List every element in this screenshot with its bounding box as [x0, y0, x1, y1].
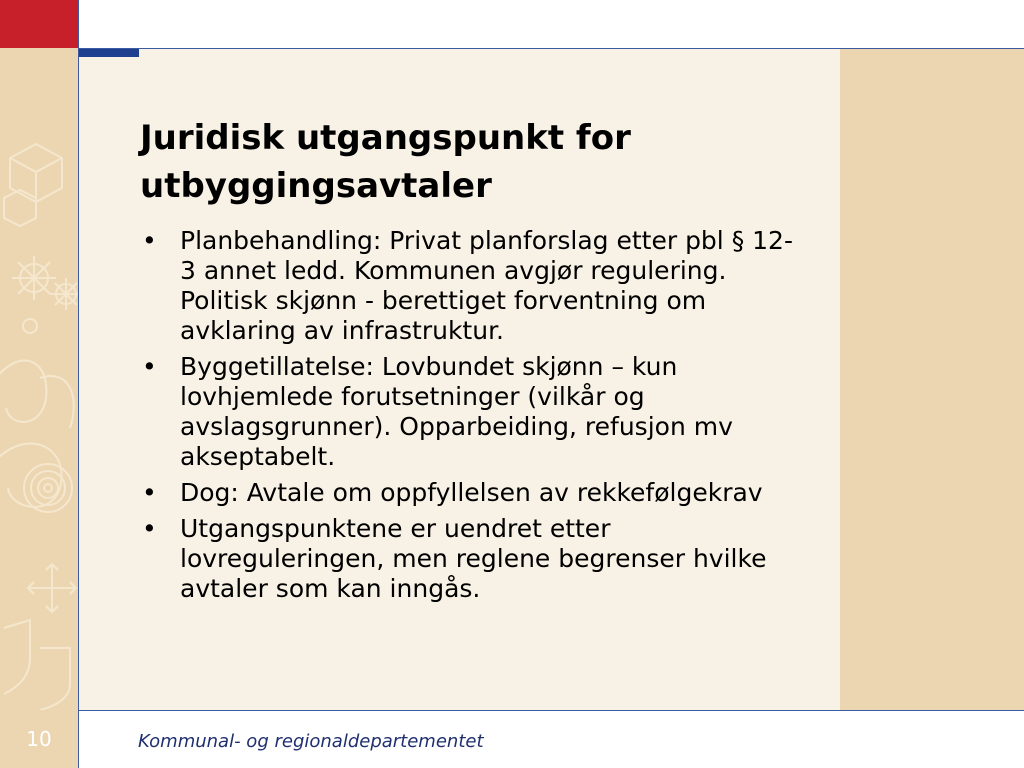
footer-organization: Kommunal- og regionaldepartementet [138, 731, 484, 752]
vertical-divider [78, 0, 79, 768]
slide-title: Juridisk utgangspunkt for utbyggingsavtaler [140, 118, 631, 206]
bullet-list [140, 226, 800, 610]
page-number: 10 [26, 727, 52, 751]
bullet-text: Dog: Avtale om oppfyllelsen av rekkefølgekrav [180, 478, 763, 507]
bottom-divider [78, 710, 1024, 711]
bullet-dot: • [142, 226, 157, 255]
bullet-item [140, 478, 800, 508]
bullet-text: Byggetillatelse: Lovbundet skjønn – kun lovhjemlede forutsetninger (vilkår og avslagsgrunner). Opparbeiding, refusjon mv akseptabelt. [180, 352, 733, 471]
bullet-item [140, 226, 800, 346]
top-divider [78, 48, 1024, 49]
left-decorative-band [0, 48, 78, 710]
bullet-text: Planbehandling: Privat planforslag etter pbl § 12-3 annet ledd. Kommunen avgjør regulering. Politisk skjønn - berettiget forventning om avklaring av infrastruktur. [180, 226, 793, 345]
bullet-dot: • [142, 352, 157, 381]
right-decorative-band [840, 49, 1024, 710]
bullet-text: Utgangspunktene er uendret etter lovreguleringen, men reglene begrenser hvilke avtaler som kan inngås. [180, 514, 767, 603]
red-corner-block [0, 0, 78, 48]
bullet-item [140, 352, 800, 472]
bullet-dot: • [142, 478, 157, 507]
bullet-dot: • [142, 514, 157, 543]
title-accent-bar [79, 49, 139, 57]
bullet-item [140, 514, 800, 604]
ornament-pattern-icon [0, 48, 78, 710]
